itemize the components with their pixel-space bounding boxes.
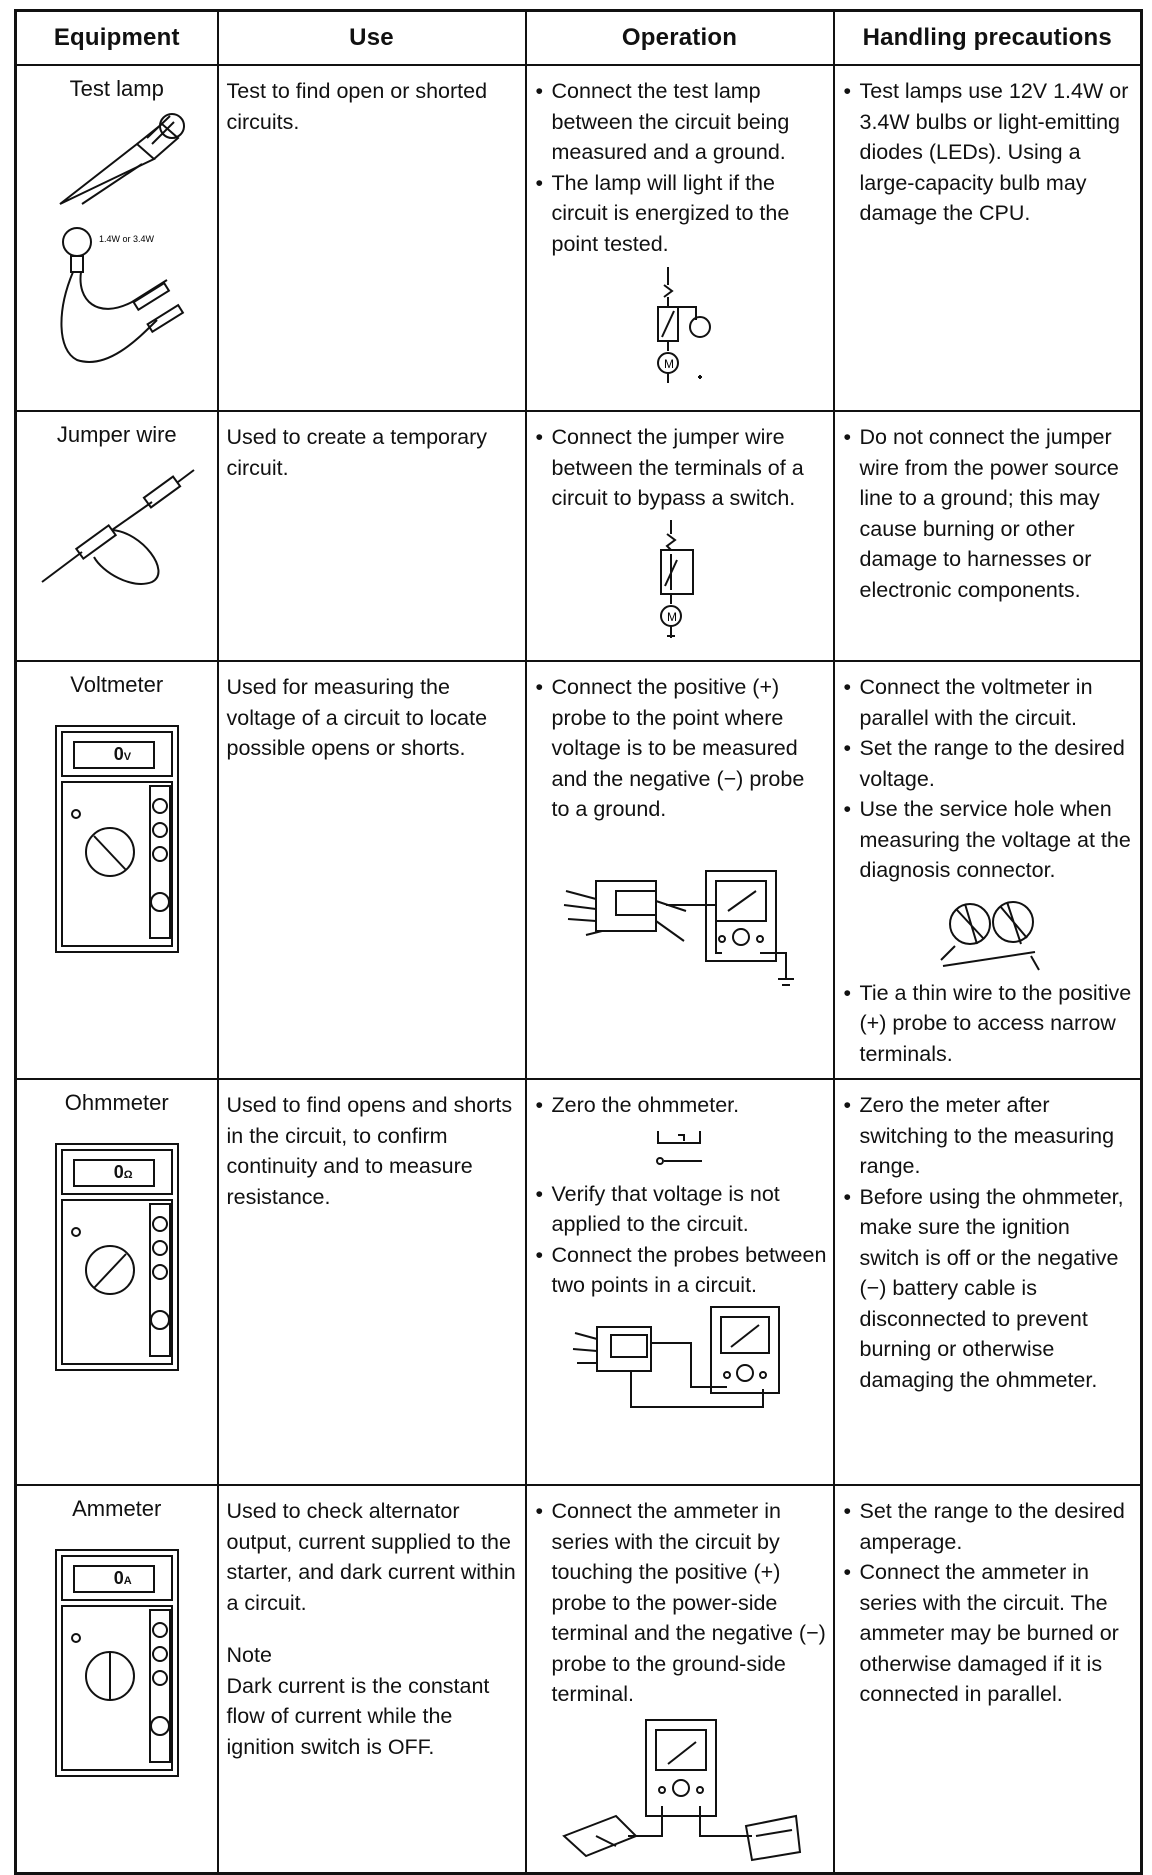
precautions-cell [834,1485,1142,1873]
bulb-label: 1.4W or 3.4W [98,234,154,244]
operation-cell [526,1079,834,1485]
equipment-name: Ammeter [72,1496,162,1521]
table-row [16,1485,1142,1873]
operation-item: • The lamp will light if the circuit is energized to the point tested. [535,168,827,260]
header-operation: Operation [526,11,834,66]
precaution-item: • Test lamps use 12V 1.4W or 3.4W bulbs or light-emitting diodes (LEDs). Using a large-capacity bulb may damage the CPU. [843,76,1135,229]
voltmeter-icon [54,724,180,954]
table-row [16,65,1142,411]
header-equipment: Equipment [16,11,218,66]
table-row [16,1079,1142,1485]
svg-text:M: M [663,357,674,371]
operation-item: • Connect the probes between two points in a circuit. [535,1240,827,1301]
table-row [16,411,1142,661]
operation-item: • Connect the jumper wire between the terminals of a circuit to bypass a switch. [535,422,827,514]
precaution-item: • Set the range to the desired amperage. [843,1496,1135,1557]
equipment-cell [16,65,218,411]
voltmeter-connection-diagram [556,861,806,1001]
meter-display-reading: 0V [113,744,132,764]
ammeter-icon [54,1548,180,1778]
precautions-cell [834,411,1142,661]
test-lamp-icon [42,104,192,214]
use-cell: Test to find open or shorted circuits. [218,65,526,411]
ohmmeter-connection-diagram [571,1303,791,1415]
operation-item: • Zero the ohmmeter. [535,1090,827,1121]
precaution-item: • Do not connect the jumper wire from the power source line to a ground; this may cause burning or other damage to harnesses or electronic components. [843,422,1135,605]
precaution-item: • Set the range to the desired voltage. [843,733,1135,794]
precaution-item: • Use the service hole when measuring the voltage at the diagnosis connector. [843,794,1135,886]
precautions-cell [834,661,1142,1079]
operation-cell [526,411,834,661]
header-row [16,11,1142,66]
equipment-cell [16,661,218,1079]
operation-item: • Verify that voltage is not applied to the circuit. [535,1179,827,1240]
use-cell: Used for measuring the voltage of a circuit to locate possible opens or shorts. [218,661,526,1079]
precaution-item: • Tie a thin wire to the positive (+) probe to access narrow terminals. [843,978,1135,1070]
ammeter-connection-diagram [556,1716,806,1866]
meter-display-reading: 0Ω [113,1162,133,1182]
header-use: Use [218,11,526,66]
equipment-name: Jumper wire [56,422,177,447]
use-text: Used to check alternator output, current supplied to the starter, and dark current within a circuit. [226,1499,516,1615]
equipment-cell [16,411,218,661]
use-cell: Used to find opens and shorts in the circuit, to confirm continuity and to measure resistance. [218,1079,526,1485]
note-title: Note [226,1643,272,1667]
test-lamp-circuit-diagram [626,265,736,385]
precaution-item: • Connect the voltmeter in parallel with the circuit. [843,672,1135,733]
precaution-item: • Before using the ohmmeter, make sure the ignition switch is off or the negative (−) battery cable is disconnected to prevent burning or otherwise damaging the ohmmeter. [843,1182,1135,1396]
equipment-cell [16,1079,218,1485]
diagnosis-connector-figure [935,886,1045,974]
header-precautions: Handling precautions [834,11,1142,66]
test-lamp-bulb-icon [37,220,197,370]
equipment-name: Voltmeter [70,672,164,697]
equipment-name: Test lamp [69,76,164,101]
operation-item: • Connect the ammeter in series with the circuit by touching the positive (+) probe to the power-side terminal and the negative (−) probe to the ground-side terminal. [535,1496,827,1710]
use-cell: Used to create a temporary circuit. [218,411,526,661]
operation-item: • Connect the positive (+) probe to the point where voltage is to be measured and the negative (−) probe to a ground. [535,672,827,825]
svg-text:M: M [666,609,677,624]
operation-item: • Connect the test lamp between the circuit being measured and a ground. [535,76,827,168]
operation-cell [526,661,834,1079]
precautions-cell [834,65,1142,411]
meter-display-reading: 0A [113,1568,132,1588]
precautions-cell [834,1079,1142,1485]
equipment-cell [16,1485,218,1873]
jumper-wire-icon [32,462,202,592]
equipment-table [14,9,1143,1875]
ohmmeter-icon [54,1142,180,1372]
operation-cell [526,65,834,411]
table-row [16,661,1142,1079]
precaution-item: • Zero the meter after switching to the measuring range. [843,1090,1135,1182]
zero-ohmmeter-figure [646,1127,716,1173]
note-text: Dark current is the constant flow of current while the ignition switch is OFF. [226,1673,490,1759]
use-cell [218,1485,526,1873]
operation-cell [526,1485,834,1873]
precaution-item: • Connect the ammeter in series with the circuit. The ammeter may be burned or otherwise damaged if it is connected in parallel. [843,1557,1135,1710]
jumper-circuit-diagram [631,520,731,640]
equipment-name: Ohmmeter [64,1090,169,1115]
